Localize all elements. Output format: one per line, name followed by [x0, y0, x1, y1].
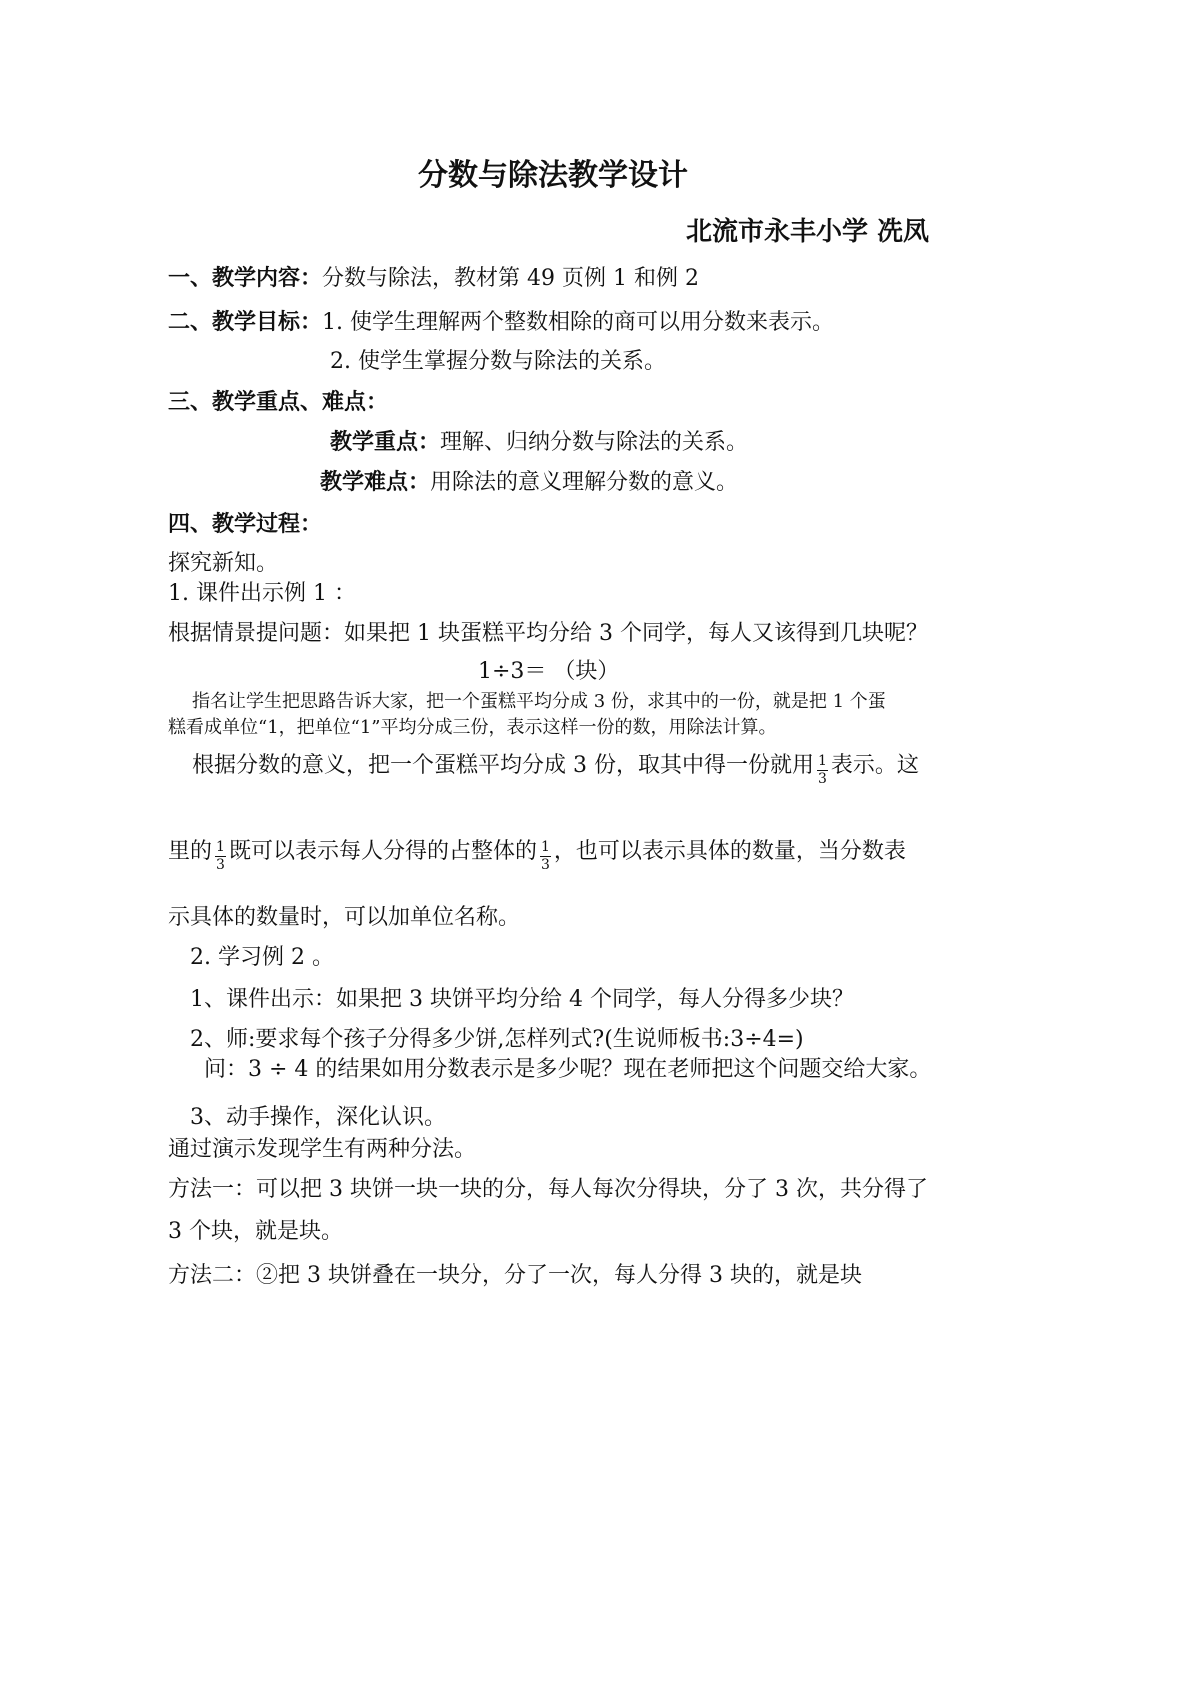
meaning-line-1	[192, 750, 919, 787]
method-1-line-1: 方法一：可以把 3 块饼一块一块的分，每人每次分得块，分了 3 次，共分得了	[168, 1177, 928, 1202]
fraction-numerator: 1	[540, 839, 550, 855]
section-key-points-label: 三、教学重点、难点：	[168, 389, 389, 415]
method-2: 方法二：②把 3 块饼叠在一块分，分了一次，每人分得 3 块的，就是块	[168, 1263, 862, 1288]
fraction-denominator: 3	[216, 857, 225, 873]
example-1-explanation-line-1: 指名让学生把思路告诉大家，把一个蛋糕平均分成 3 份，求其中的一份，就是把 1 个蛋	[192, 691, 886, 712]
fraction-denominator: 3	[818, 771, 827, 787]
explore-heading: 探究新知。	[168, 551, 279, 576]
fraction-one-third	[540, 840, 551, 872]
goal-1: 1. 使学生理解两个整数相除的商可以用分数来表示。	[322, 310, 835, 335]
example-1-explanation-line-2: 糕看成单位“1，把单位“1”平均分成三份，表示这样一份的数，用除法计算。	[168, 717, 777, 738]
section-teaching-content	[168, 264, 699, 293]
example-2-heading: 2. 学习例 2 。	[190, 945, 334, 970]
step-2: 2、师:要求每个孩子分得多少饼,怎样列式?(生说师板书:3÷4=)	[190, 1027, 804, 1052]
fraction-one-third	[817, 754, 828, 786]
meaning-text: 里的	[168, 839, 213, 864]
section-text: 分数与除法，教材第 49 页例 1 和例 2	[322, 266, 699, 291]
fraction-one-third	[215, 840, 226, 872]
difficult-point-text: 用除法的意义理解分数的意义。	[430, 470, 739, 495]
fraction-numerator: 1	[818, 753, 827, 769]
key-point-text: 理解、归纳分数与除法的关系。	[440, 430, 749, 455]
author-line: 北流市永丰小学 冼凤	[686, 217, 930, 247]
goal-2: 2. 使学生掌握分数与除法的关系。	[330, 349, 666, 374]
fraction-denominator: 3	[540, 857, 550, 873]
key-point	[330, 428, 748, 457]
meaning-line-3: 示具体的数量时，可以加单位名称。	[168, 905, 521, 930]
meaning-line-2	[168, 836, 906, 873]
step-1: 1、课件出示：如果把 3 块饼平均分给 4 个同学，每人分得多少块？	[190, 987, 854, 1012]
fraction-numerator: 1	[216, 839, 225, 855]
demo-note: 通过演示发现学生有两种分法。	[168, 1137, 477, 1162]
method-1-line-2: 3 个块，就是块。	[168, 1219, 343, 1244]
section-teaching-process-label: 四、教学过程：	[168, 511, 323, 537]
meaning-text: 表示。这	[830, 753, 919, 778]
page-title: 分数与除法教学设计	[418, 158, 688, 193]
difficult-point-label: 教学难点：	[320, 469, 431, 495]
section-label: 二、教学目标：	[168, 309, 323, 335]
question-to-class: 问：3 ÷ 4 的结果如用分数表示是多少呢？现在老师把这个问题交给大家。	[204, 1057, 932, 1082]
step-3: 3、动手操作，深化认识。	[190, 1105, 446, 1130]
example-1-question: 根据情景提问题：如果把 1 块蛋糕平均分给 3 个同学，每人又该得到几块呢？	[168, 621, 928, 646]
meaning-text: ，也可以表示具体的数量，当分数表	[553, 839, 906, 864]
example-1-heading: 1. 课件出示例 1 ：	[168, 581, 356, 606]
meaning-text: 既可以表示每人分得的占整体的	[228, 839, 537, 864]
meaning-text: 根据分数的意义，把一个蛋糕平均分成 3 份，取其中得一份就用	[192, 753, 814, 778]
section-label: 一、教学内容：	[168, 265, 323, 291]
example-1-equation: 1÷3＝ （块）	[478, 659, 620, 684]
difficult-point	[320, 468, 738, 497]
section-teaching-goals	[168, 308, 834, 337]
key-point-label: 教学重点：	[330, 429, 441, 455]
